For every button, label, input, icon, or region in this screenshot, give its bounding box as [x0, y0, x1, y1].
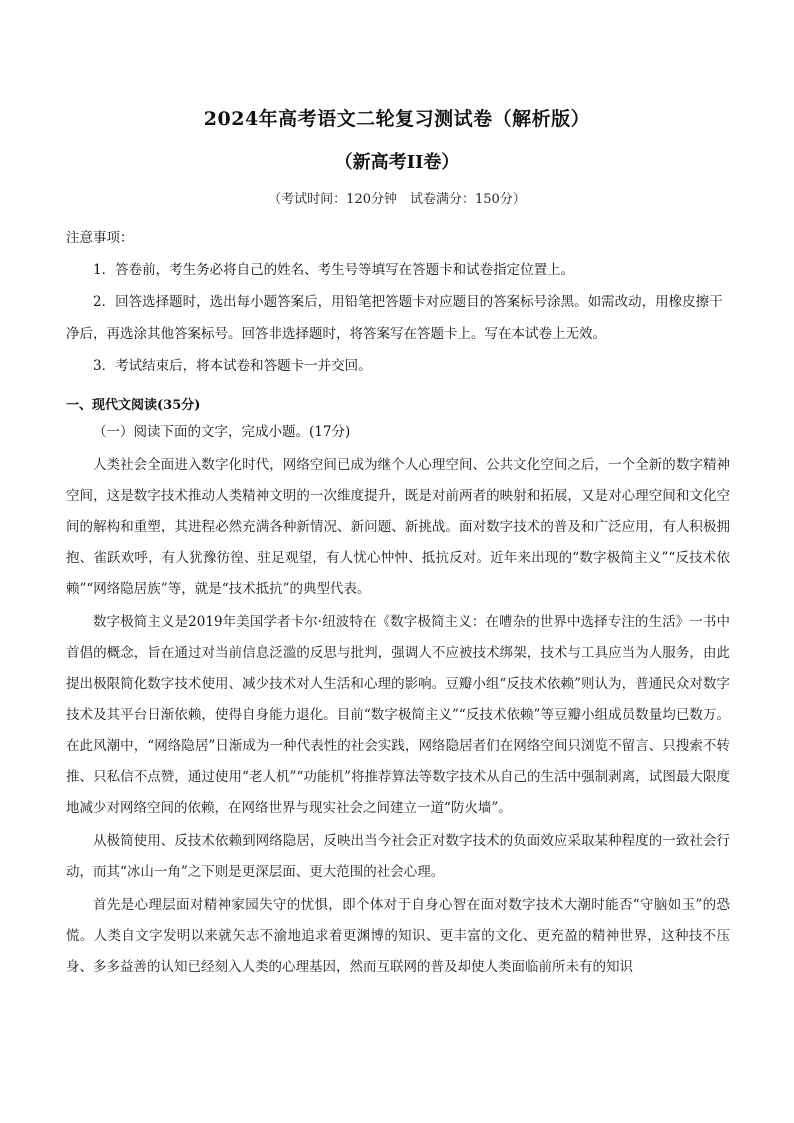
section-heading: 一、现代文阅读(35分) — [66, 398, 201, 413]
page-title: 2024年高考语文二轮复习测试卷（解析版） — [203, 108, 591, 130]
notes-item: 3．考试结束后，将本试卷和答题卡一并交回。 — [93, 358, 372, 374]
page-subtitle: （新高考II卷） — [334, 152, 460, 173]
notes-item: 2．回答选择题时，选出每小题答案后，用铅笔把答题卡对应题目的答案标号涂黑。如需改动，用橡皮擦干净后，再选涂其他答案标号。回答非选择题时，将答案写在答题卡上。写在本试卷上无效。 — [66, 294, 723, 342]
notes-heading: 注意事项： — [66, 230, 134, 246]
passage-paragraph: 数字极简主义是2019年美国学者卡尔·纽波特在《数字极简主义：在嘈杂的世界中选择专注的生活》一书中首倡的概念，旨在通过对当前信息泛滥的反思与批判，强调人不应被技术绑架，技术与工具应当为人服务，由此提出极限简化数字技术使用、减少技术对人生活和心理的影响。豆瓣小组“反技术依赖”则认为，普通民众对数字技术及其平台日渐依赖，使得自身能力退化。目前“数字极简主义”“反技术依赖”等豆瓣小组成员数量均已数万。在此风潮中，“网络隐居”日渐成为一种代表性的社会实践，网络隐居者们在网络空间只浏览不留言、只搜索不转推、只私信不点赞，通过使用“老人机”“功能机”将推荐算法等数字技术从自己的生活中强制剥离，试图最大限度地减少对网络空间的依赖，在网络世界与现实社会之间建立一道“防火墙”。 — [66, 614, 730, 816]
passage-paragraph: 首先是心理层面对精神家园失守的忧惧，即个体对于自身心智在面对数字技术大潮时能否“守脑如玉”的恐慌。人类自文字发明以来就矢志不渝地追求着更渊博的知识、更丰富的文化、更充盈的精神世界，这种技不压身、多多益善的认知已经刻入人类的心理基因，然而互联网的普及却使人类面临前所未有的知识 — [66, 897, 730, 975]
notes-block — [66, 222, 730, 382]
reading-passage — [66, 450, 730, 985]
passage-paragraph: 从极简使用、反技术依赖到网络隐居，反映出当今社会正对数字技术的负面效应采取某种程度的一致社会行动，而其“冰山一角”之下则是更深层面、更大范围的社会心理。 — [66, 833, 730, 880]
subsection-heading: （一）阅读下面的文字，完成小题。(17分) — [93, 424, 351, 440]
exam-info: （考试时间：120分钟 试卷满分：150分） — [268, 192, 526, 207]
passage-paragraph: 人类社会全面进入数字化时代，网络空间已成为继个人心理空间、公共文化空间之后，一个全新的数字精神空间，这是数字技术推动人类精神文明的一次维度提升，既是对前两者的映射和拓展，又是对心理空间和文化空间的解构和重塑，其进程必然充满各种新情况、新问题、新挑战。面对数字技术的普及和广泛应用，有人积极拥抱、雀跃欢呼，有人犹豫彷徨、驻足观望，有人忧心忡忡、抵抗反对。近年来出现的“数字极简主义”“反技术依赖”“网络隐居族”等，就是“技术抵抗”的典型代表。 — [66, 457, 730, 597]
notes-item: 1．答卷前，考生务必将自己的姓名、考生号等填写在答题卡和试卷指定位置上。 — [93, 262, 575, 278]
